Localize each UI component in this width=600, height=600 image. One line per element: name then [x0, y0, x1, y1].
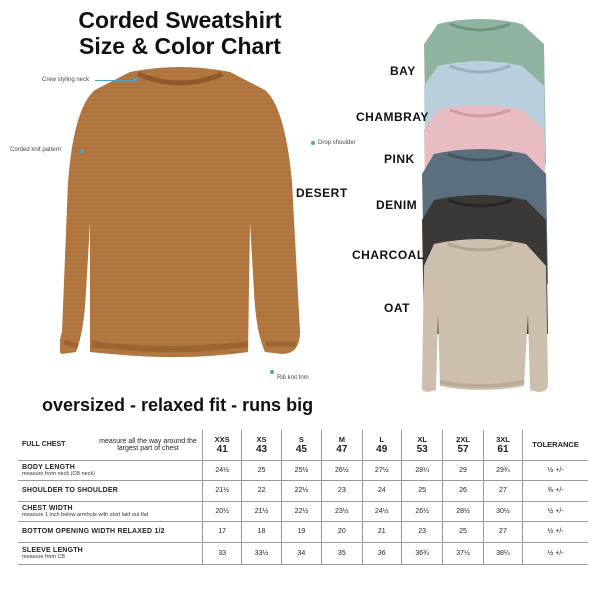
cell: 24½: [362, 501, 401, 521]
cell: 29¾: [483, 460, 522, 480]
cell: 28½: [443, 501, 483, 521]
full-chest-note: measure all the way around the largest part of chest: [99, 437, 197, 452]
full-chest-label: FULL CHEST: [22, 441, 66, 449]
cell: 26½: [322, 460, 362, 480]
full-chest-header: [18, 430, 202, 460]
cell: 18: [242, 521, 281, 542]
tolerance-cell: ⅜ +/-: [523, 480, 588, 501]
color-label-oat: OAT: [384, 301, 410, 315]
cell: 21½: [242, 501, 281, 521]
desert-sweatshirt-image: [60, 62, 300, 372]
color-label-charcoal: CHARCOAL: [352, 248, 425, 262]
cell: 27½: [362, 460, 401, 480]
cell: 35: [322, 542, 362, 564]
cell: 30½: [483, 501, 522, 521]
size-col-xl: XL 53: [401, 430, 442, 460]
row-label: SHOULDER TO SHOULDER: [18, 480, 202, 501]
size-table: [18, 430, 588, 565]
cell: 24½: [202, 460, 241, 480]
size-header-row: [18, 430, 588, 460]
cell: 22½: [281, 480, 321, 501]
cell: 19: [281, 521, 321, 542]
cell: 38¼: [483, 542, 522, 564]
color-label-bay: BAY: [390, 64, 416, 78]
tolerance-cell: ½ +/-: [523, 521, 588, 542]
cell: 22½: [281, 501, 321, 521]
color-stack-image: [420, 14, 550, 414]
chart-title-line2: Size & Color Chart: [79, 33, 281, 59]
callout-line: [95, 80, 133, 81]
cell: 25½: [281, 460, 321, 480]
size-col-xxs: XXS 41: [202, 430, 241, 460]
table-row: [18, 460, 588, 480]
cell: 33: [202, 542, 241, 564]
cell: 23: [401, 521, 442, 542]
cell: 21½: [202, 480, 241, 501]
cell: 21: [362, 521, 401, 542]
cell: 27: [483, 480, 522, 501]
callout-crew-neck: Crew styling neck: [42, 77, 90, 83]
tolerance-cell: ½ +/-: [523, 542, 588, 564]
cell: 25: [443, 521, 483, 542]
callout-dot: [270, 370, 274, 374]
color-label-desert: DESERT: [296, 186, 348, 200]
cell: 33½: [242, 542, 281, 564]
callout-rib-knit-trim: Rib knit trim: [277, 375, 309, 381]
fit-tagline: oversized - relaxed fit - runs big: [42, 395, 314, 415]
callout-dot: [311, 141, 315, 145]
cell: 25: [242, 460, 281, 480]
row-label: SLEEVE LENGTH measure from CB: [18, 542, 202, 564]
row-label: CHEST WIDTH measure 1 inch below armhole with shirt laid out flat: [18, 501, 202, 521]
color-label-denim: DENIM: [376, 198, 418, 212]
size-col-m: M 47: [322, 430, 362, 460]
cell: 23: [322, 480, 362, 501]
table-row: [18, 501, 588, 521]
cell: 27: [483, 521, 522, 542]
size-col-2xl: 2XL 57: [443, 430, 483, 460]
swatch-oat: [422, 239, 548, 392]
color-label-pink: PINK: [384, 152, 415, 166]
cell: 17: [202, 521, 241, 542]
cell: 37½: [443, 542, 483, 564]
table-row: [18, 480, 588, 501]
cell: 29: [443, 460, 483, 480]
size-col-3xl: 3XL 61: [483, 430, 522, 460]
chart-title-line1: Corded Sweatshirt: [78, 7, 282, 33]
table-row: [18, 521, 588, 542]
cell: 20½: [202, 501, 241, 521]
cell: 20: [322, 521, 362, 542]
size-col-l: L 49: [362, 430, 401, 460]
callout-dot: [133, 78, 137, 82]
cell: 26: [443, 480, 483, 501]
row-label: BOTTOM OPENING WIDTH RELAXED 1/2: [18, 521, 202, 542]
cell: 28¼: [401, 460, 442, 480]
color-label-chambray: CHAMBRAY: [356, 110, 429, 124]
row-label: BODY LENGTH measure from neck (CB neck): [18, 460, 202, 480]
tolerance-header: TOLERANCE: [523, 430, 588, 460]
cell: 34: [281, 542, 321, 564]
tolerance-cell: ½ +/-: [523, 501, 588, 521]
cell: 36: [362, 542, 401, 564]
cell: 23½: [322, 501, 362, 521]
desert-body: [60, 67, 300, 357]
cell: 22: [242, 480, 281, 501]
callout-knit-pattern: Corded knit pattern: [10, 147, 62, 153]
tolerance-cell: ½ +/-: [523, 460, 588, 480]
table-row: [18, 542, 588, 564]
cell: 26½: [401, 501, 442, 521]
callout-dot: [80, 149, 84, 153]
cell: 25: [401, 480, 442, 501]
size-col-xs: XS 43: [242, 430, 281, 460]
cell: 36¾: [401, 542, 442, 564]
cell: 24: [362, 480, 401, 501]
callout-drop-shoulder: Drop shoulder: [318, 140, 356, 146]
size-col-s: S 45: [281, 430, 321, 460]
